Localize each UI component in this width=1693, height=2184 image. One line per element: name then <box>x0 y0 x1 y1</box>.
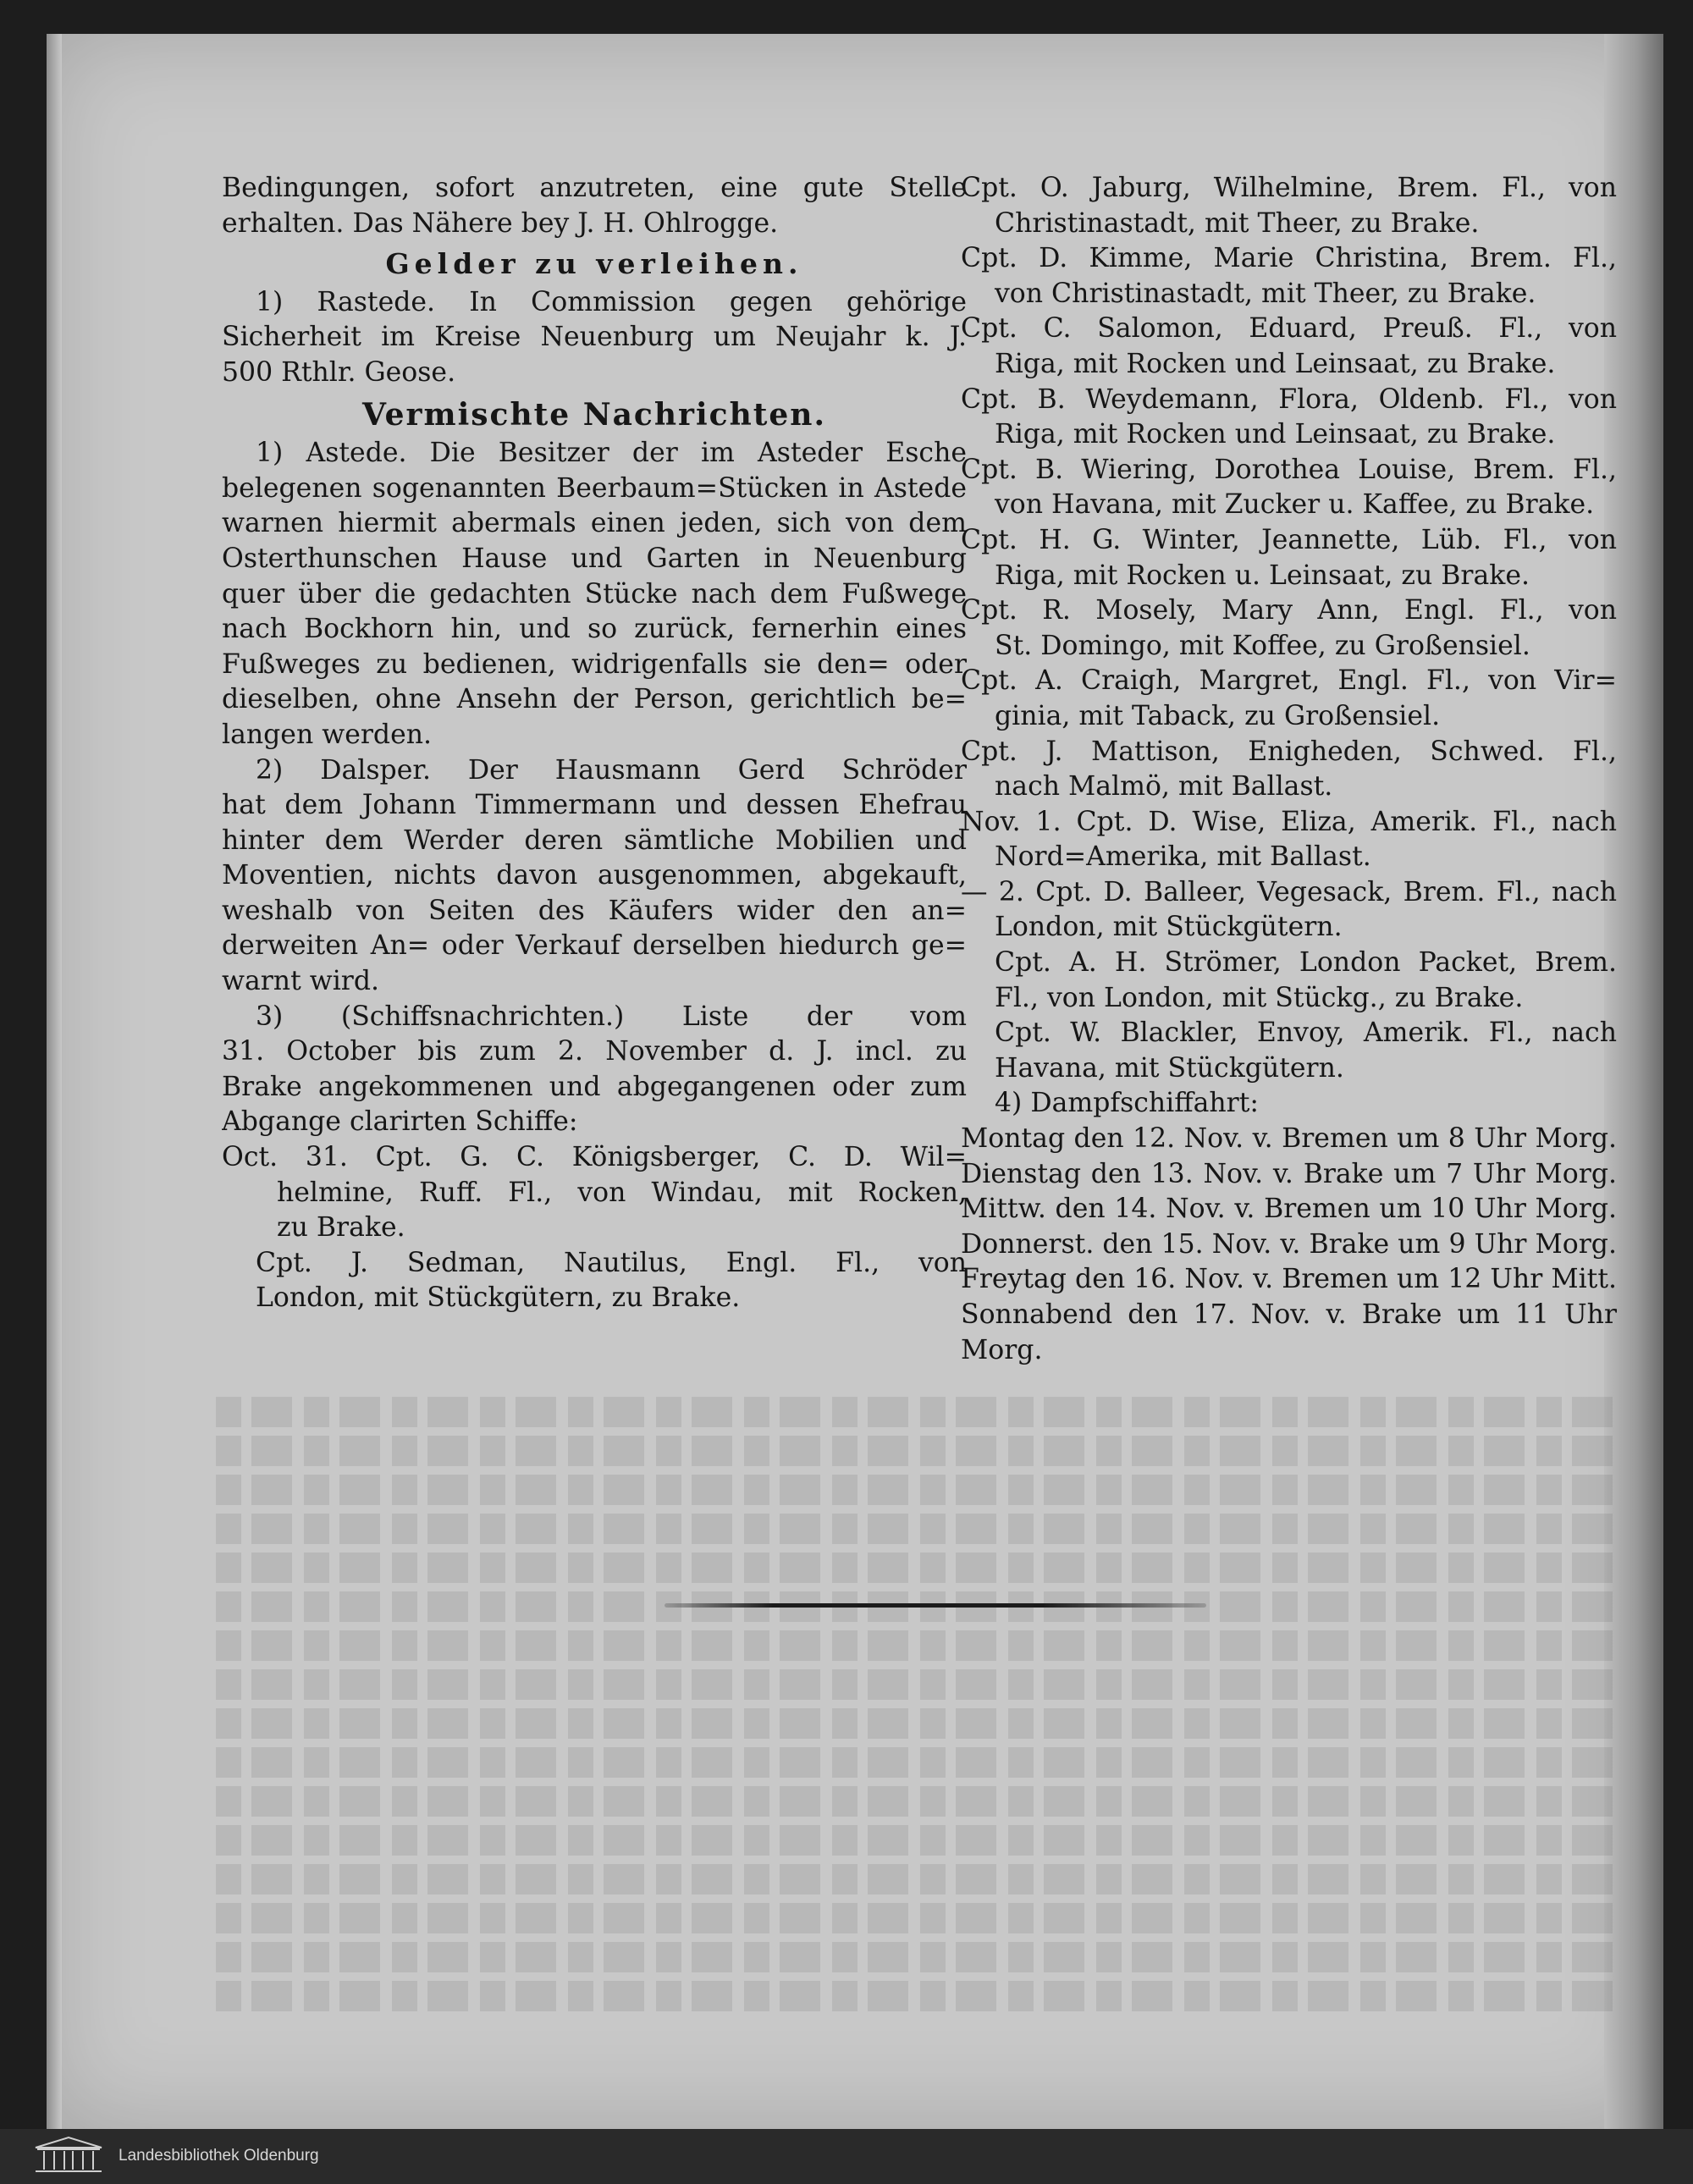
text-line: Mittw. den 14. Nov. v. Bremen um 10 Uhr Morg. <box>961 1194 1617 1225</box>
text-line: hinter dem Werder deren sämtliche Mobilien und <box>222 825 967 856</box>
text-line: Cpt. J. Sedman, Nautilus, Engl. Fl., von <box>256 1247 967 1278</box>
text-line: 2) Dalsper. Der Hausmann Gerd Schröder <box>256 754 967 786</box>
text-line: ginia, mit Taback, zu Großensiel. <box>995 700 1441 731</box>
text-line: London, mit Stückgütern. <box>995 912 1343 943</box>
text-line: Oct. 31. Cpt. G. C. Königsberger, C. D. Wil= <box>222 1142 967 1173</box>
text-line: nach Bockhorn hin, und so zurück, fernerhin eines <box>222 614 967 645</box>
text-line: Fl., von London, mit Stückg., zu Brake. <box>995 982 1524 1013</box>
scanned-page <box>47 34 1663 2129</box>
text-line: Cpt. B. Weydemann, Flora, Oldenb. Fl., von <box>961 383 1617 415</box>
text-line: St. Domingo, mit Koffee, zu Großensiel. <box>995 630 1530 661</box>
text-line: belegenen sogenannten Beerbaum=Stücken in Astede <box>222 472 967 504</box>
text-line: Cpt. R. Mosely, Mary Ann, Engl. Fl., von <box>961 595 1617 626</box>
text-line: zu Brake. <box>277 1212 405 1244</box>
text-line: Nord=Amerika, mit Ballast. <box>995 841 1371 873</box>
text-line: weshalb von Seiten des Käufers wider den an= <box>222 895 967 926</box>
text-line: Dienstag den 13. Nov. v. Brake um 7 Uhr Morg. <box>961 1158 1617 1189</box>
footer-library-label[interactable]: Landesbibliothek Oldenburg <box>119 2147 319 2165</box>
text-line: derweiten An= oder Verkauf derselben hiedurch ge= <box>222 930 967 962</box>
text-line: Brake angekommenen und abgegangenen oder zum <box>222 1071 967 1102</box>
text-line: Cpt. W. Blackler, Envoy, Amerik. Fl., nach <box>995 1018 1617 1049</box>
text-line: quer über die gedachten Stücke nach dem Fußwege <box>222 578 967 609</box>
text-line: Cpt. C. Salomon, Eduard, Preuß. Fl., von <box>961 313 1617 345</box>
bleed-through-texture <box>216 1397 1613 2125</box>
text-line: 1) Rastede. In Commission gegen gehörige <box>256 286 967 317</box>
library-building-icon <box>32 2136 105 2175</box>
text-line: Cpt. A. Craigh, Margret, Engl. Fl., von Vir= <box>961 665 1617 697</box>
text-line: 1) Astede. Die Besitzer der im Asteder Esche <box>256 438 967 469</box>
footer-bar <box>0 2129 1693 2184</box>
text-line: Sonnabend den 17. Nov. v. Brake um 11 Uhr Morg. <box>961 1299 1617 1365</box>
section-heading-gelder: Gelder zu verleihen. <box>385 247 803 281</box>
text-line: Abgange clarirten Schiffe: <box>222 1106 578 1138</box>
text-line: London, mit Stückgütern, zu Brake. <box>256 1282 741 1314</box>
text-line: hat dem Johann Timmermann und dessen Ehefrau <box>222 790 967 821</box>
text-line: Montag den 12. Nov. v. Bremen um 8 Uhr Morg. <box>961 1123 1617 1155</box>
right-column <box>961 171 1617 1368</box>
text-line: Osterthunschen Hause und Garten in Neuenburg <box>222 543 967 574</box>
text-line: Donnerst. den 15. Nov. v. Brake um 9 Uhr Morg. <box>961 1228 1617 1260</box>
text-line: Riga, mit Rocken u. Leinsaat, zu Brake. <box>995 560 1530 591</box>
text-line: warnt wird. <box>222 966 380 997</box>
left-column <box>222 171 967 1316</box>
text-line: Cpt. H. G. Winter, Jeannette, Lüb. Fl., von <box>961 524 1617 555</box>
text-line: nach Malmö, mit Ballast. <box>995 771 1333 802</box>
text-line: 31. October bis zum 2. November d. J. incl. zu <box>222 1036 967 1067</box>
text-line: Cpt. O. Jaburg, Wilhelmine, Brem. Fl., von <box>961 173 1617 203</box>
text-line: 500 Rthlr. Geose. <box>222 356 456 388</box>
text-line: Christinastadt, mit Theer, zu Brake. <box>995 207 1480 239</box>
text-line: Cpt. J. Mattison, Enigheden, Schwed. Fl., <box>961 736 1617 767</box>
text-line: langen werden. <box>222 719 433 750</box>
text-line: Havana, mit Stückgütern. <box>995 1052 1344 1084</box>
text-line: Nov. 1. Cpt. D. Wise, Eliza, Amerik. Fl., nach <box>961 806 1617 837</box>
text-line: Moventien, nichts davon ausgenommen, abgekauft, <box>222 860 967 891</box>
text-line: 3) (Schiffsnachrichten.) Liste der vom <box>256 1001 967 1032</box>
text-line: Riga, mit Rocken und Leinsaat, zu Brake. <box>995 419 1556 450</box>
text-line: Bedingungen, sofort anzutreten, eine gute Stelle <box>222 173 967 203</box>
text-line: von Christinastadt, mit Theer, zu Brake. <box>995 278 1536 309</box>
text-line: — 2. Cpt. D. Balleer, Vegesack, Brem. Fl., nach <box>961 876 1617 907</box>
text-line: 4) Dampfschiffahrt: <box>995 1088 1260 1119</box>
text-line: helmine, Ruff. Fl., von Windau, mit Rocken, <box>277 1177 967 1208</box>
text-line: Cpt. D. Kimme, Marie Christina, Brem. Fl., <box>961 243 1617 274</box>
text-line: Fußweges zu bedienen, widrigenfalls sie den= oder <box>222 648 967 680</box>
text-line: Sicherheit im Kreise Neuenburg um Neujahr k. J. <box>222 322 967 353</box>
page-left-edge <box>47 34 62 2129</box>
text-line: Freytag den 16. Nov. v. Bremen um 12 Uhr Mitt. <box>961 1264 1617 1295</box>
text-line: Cpt. A. H. Strömer, London Packet, Brem. <box>995 947 1617 979</box>
text-line: von Havana, mit Zucker u. Kaffee, zu Brake. <box>995 489 1595 521</box>
text-line: Cpt. B. Wiering, Dorothea Louise, Brem. Fl., <box>961 454 1617 485</box>
text-line: warnen hiermit abermals einen jeden, sich von dem <box>222 508 967 539</box>
text-line: erhalten. Das Nähere bey J. H. Ohlrogge. <box>222 207 779 239</box>
text-line: dieselben, ohne Ansehn der Person, gerichtlich be= <box>222 684 967 715</box>
text-line: Riga, mit Rocken und Leinsaat, zu Brake. <box>995 348 1556 379</box>
section-heading-vermischte: Vermischte Nachrichten. <box>362 396 826 433</box>
